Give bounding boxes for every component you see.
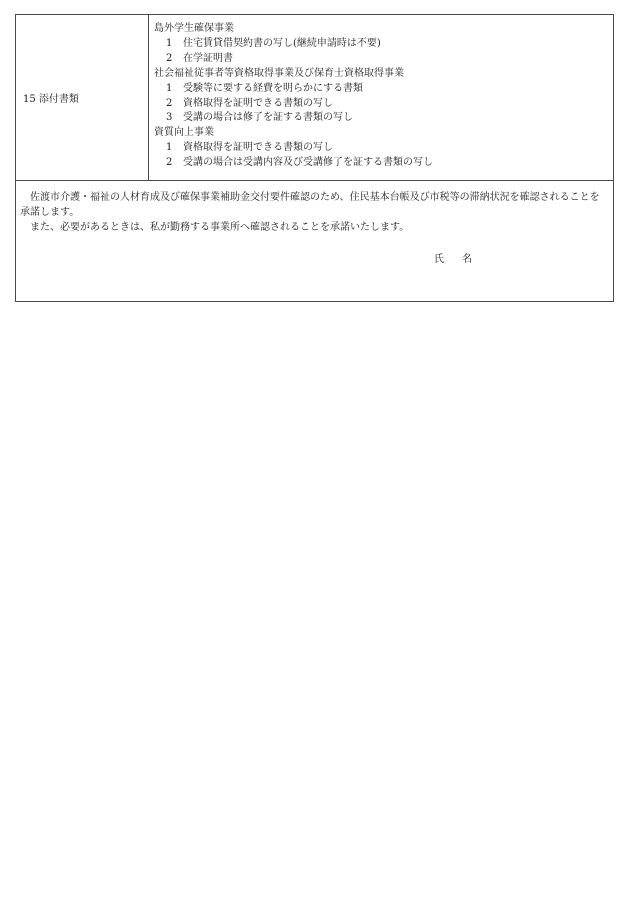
section-title: 資質向上事業 (154, 127, 214, 139)
signature-name-field[interactable] (434, 253, 472, 268)
attachments-label-cell (16, 15, 149, 181)
item-text: 資格取得を証明できる書類の写し (183, 97, 333, 109)
name-label-second: 名 (462, 254, 472, 265)
list-item (154, 37, 613, 52)
consent-paragraph-1: 佐渡市介護・福祉の人材育成及び確保事業補助金交付要件確認のため、住民基本台帳及び市税等の滞納状況を確認されることを承諾します。 (20, 192, 600, 218)
list-item (154, 97, 613, 112)
attachment-form-table (15, 14, 614, 302)
item-text: 受験等に要する経費を明らかにする書類 (183, 82, 363, 94)
consent-row (16, 181, 614, 302)
consent-paragraph-2: また、必要があるときは、私が勤務する事業所へ確認されることを承諾いたします。 (30, 221, 410, 233)
section-title: 島外学生確保事業 (154, 23, 234, 34)
item-number: 1 (166, 37, 173, 49)
consent-cell (16, 181, 614, 302)
item-text: 住宅賃貸借契約書の写し(継続申請時は不要) (183, 37, 381, 49)
list-item (154, 141, 613, 156)
attachments-list-cell (149, 15, 614, 181)
attachments-label: 15 添付書類 (23, 94, 79, 105)
list-item (154, 52, 613, 67)
item-text: 受講の場合は修了を証する書類の写し (183, 112, 353, 124)
item-text: 資格取得を証明できる書類の写し (183, 142, 333, 154)
item-number: 3 (166, 112, 173, 124)
item-text: 在学証明書 (183, 52, 233, 64)
section-title: 社会福祉従事者等資格取得事業及び保育士資格取得事業 (154, 67, 404, 79)
item-number: 2 (166, 157, 173, 169)
item-number: 2 (166, 52, 173, 64)
attachments-row (16, 15, 614, 181)
item-number: 2 (166, 97, 173, 109)
list-item (154, 156, 613, 171)
list-item (154, 111, 613, 126)
item-text: 受講の場合は受講内容及び受講修了を証する書類の写し (183, 157, 433, 169)
name-label-first: 氏 (434, 254, 444, 265)
list-item (154, 82, 613, 97)
item-number: 1 (166, 142, 173, 154)
item-number: 1 (166, 82, 173, 94)
